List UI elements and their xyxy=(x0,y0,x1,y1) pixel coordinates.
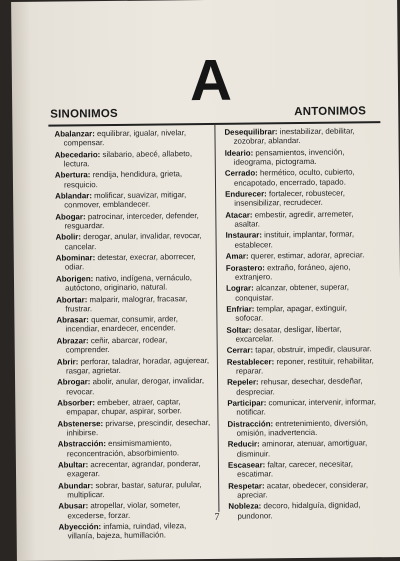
dictionary-entry xyxy=(228,459,378,479)
dictionary-entry xyxy=(58,459,212,479)
entry-definition: alcanzar, obtener, superar, conquistar. xyxy=(235,282,349,303)
entry-definition: pensamientos, invención, ideograma, pictograma. xyxy=(233,147,345,167)
entry-definition: perforar, taladrar, horadar, agujerear, rasgar, agrietar. xyxy=(65,355,210,376)
entry-term: Abundar: xyxy=(58,480,94,491)
dictionary-entry xyxy=(57,356,211,376)
dictionary-entry xyxy=(58,438,212,458)
entry-definition: decoro, hidalguía, dignidad, pundonor. xyxy=(237,500,361,521)
entry-definition: reponer, restituir, rehabilitar, reparar. xyxy=(235,355,374,376)
entry-term: Instaurar: xyxy=(225,230,262,241)
dictionary-entry xyxy=(226,303,376,323)
entry-definition: embeber, atraer, captar, empapar, chupar, aspirar, sorber. xyxy=(66,397,182,417)
entry-definition: rehusar, desechar, desdeñar, despreciar. xyxy=(236,376,363,397)
dictionary-entry xyxy=(56,231,210,251)
entry-definition: molificar, suavizar, mitigar, conmover, emblandecer. xyxy=(64,190,187,210)
entry-definition: equilibrar, igualar, nivelar, compensar. xyxy=(63,128,187,148)
entry-term: Abalanzar: xyxy=(54,129,95,139)
entry-definition: ceñir, abarcar, rodear, comprender. xyxy=(65,335,168,355)
entry-definition: fortalecer, robustecer, insensibilizar, recrudecer. xyxy=(234,188,345,209)
dictionary-entry xyxy=(228,480,378,500)
dictionary-entry xyxy=(226,250,376,261)
entry-definition: sobrar, bastar, saturar, pulular, multiplicar. xyxy=(67,479,202,500)
entry-definition: ensimismamiento, reconcentración, absorbimiento. xyxy=(66,438,180,459)
entry-definition: aminorar, atenuar, amortiguar, disminuir. xyxy=(236,438,368,459)
entry-term: Forastero: xyxy=(225,262,265,273)
entry-term: Nobleza: xyxy=(228,501,262,512)
entry-term: Atacar: xyxy=(225,210,253,220)
entry-term: Aborigen: xyxy=(55,274,94,284)
entry-definition: derogar, anular, invalidar, revocar, cancelar. xyxy=(64,231,202,252)
entry-term: Abstracción: xyxy=(57,439,106,449)
dictionary-entry xyxy=(55,149,209,169)
entry-definition: inestabilizar, debilitar, zozobrar, ablandar. xyxy=(233,126,355,147)
dictionary-entry xyxy=(227,344,377,355)
entry-definition: abolir, anular, derogar, invalidar, revocar. xyxy=(66,376,205,397)
entry-term: Abogar: xyxy=(55,212,86,222)
entry-term: Cerrado: xyxy=(224,168,258,179)
entry-term: Absorber: xyxy=(57,398,96,408)
dictionary-entry xyxy=(56,293,210,313)
entry-term: Abusar: xyxy=(58,501,89,511)
dictionary-entry xyxy=(56,273,210,293)
entry-term: Abrogar: xyxy=(57,377,91,387)
entry-definition: quemar, consumir, arder, incendiar, enardecer, encender. xyxy=(65,314,178,334)
entry-term: Abrir: xyxy=(56,356,79,367)
antonyms-header: ANTONIMOS xyxy=(294,105,367,119)
entry-term: Enfriar: xyxy=(226,304,255,314)
dictionary-entry xyxy=(54,128,208,148)
entry-definition: embestir, agredir, arremeter, asaltar. xyxy=(234,209,354,229)
entry-term: Abortar: xyxy=(56,294,88,305)
dictionary-entry xyxy=(226,282,376,302)
entry-term: Escasear: xyxy=(227,460,266,470)
entry-definition: infamia, ruindad, vileza, villanía, bajeza, humillación. xyxy=(67,521,187,541)
entry-term: Distracción: xyxy=(227,419,274,429)
entry-term: Abyección: xyxy=(58,522,102,532)
entry-definition: malparir, malograr, fracasar, frustrar. xyxy=(65,293,188,314)
entry-term: Abolir: xyxy=(55,232,82,243)
entry-term: Desequilibrar: xyxy=(224,127,278,137)
entry-definition: acatar, obedecer, considerar, apreciar. xyxy=(237,480,369,500)
entry-definition: nativo, indígena, vernáculo, autóctono, originario, natural. xyxy=(65,272,193,293)
entry-definition: faltar, carecer, necesitar, escatimar. xyxy=(236,459,354,480)
entry-definition: rendija, hendidura, grieta, resquicio. xyxy=(63,169,183,190)
dictionary-entry xyxy=(227,377,377,397)
dictionary-entry xyxy=(228,439,378,459)
dictionary-entry xyxy=(57,376,211,396)
dictionary-entry xyxy=(225,168,375,188)
entry-definition: extraño, foráneo, ajeno, extranjero. xyxy=(234,262,351,282)
dictionary-entry xyxy=(57,418,211,438)
entry-term: Repeler: xyxy=(227,377,259,388)
dictionary-entry xyxy=(225,230,375,250)
entry-term: Ideario: xyxy=(224,148,254,158)
entry-definition: comunicar, intervenir, informar, notificar. xyxy=(236,397,377,418)
dictionary-entry xyxy=(58,500,212,520)
entry-term: Abecedario: xyxy=(54,149,101,160)
entry-definition: privarse, prescindir, desechar, inhibirse. xyxy=(66,417,211,438)
dictionary-entry xyxy=(58,480,212,500)
synonyms-header: SINONIMOS xyxy=(50,107,118,121)
entry-term: Participar: xyxy=(227,398,267,408)
dictionary-entry xyxy=(55,169,209,189)
entry-term: Abominar: xyxy=(55,253,96,263)
entry-term: Ablandar: xyxy=(55,191,92,201)
entry-definition: acrecentar, agrandar, ponderar, exagerar. xyxy=(66,459,201,479)
entry-term: Abrazar: xyxy=(56,336,89,346)
entry-definition: atropellar, violar, someter, excederse, forzar. xyxy=(67,500,181,521)
entry-term: Respetar: xyxy=(228,481,265,491)
entry-definition: silabario, abecé, allabeto, lectura. xyxy=(63,148,193,169)
entry-term: Restablecer: xyxy=(226,356,275,367)
entry-term: Abertura: xyxy=(54,170,91,180)
entry-definition: entretenimiento, diversión, omisión, inadvertencia. xyxy=(236,418,368,438)
dictionary-entry xyxy=(226,324,376,344)
dictionary-entry xyxy=(59,521,213,541)
entry-term: Lograr: xyxy=(226,283,254,294)
entry-term: Soltar: xyxy=(226,325,252,335)
page-number: 7 xyxy=(214,511,220,523)
dictionary-entry xyxy=(226,262,376,282)
dictionary-entry xyxy=(55,211,209,231)
dictionary-entry xyxy=(227,356,377,376)
entry-term: Reducir: xyxy=(227,439,260,450)
dictionary-entry xyxy=(225,147,375,167)
entry-definition: templar, apagar, extinguir, sofocar. xyxy=(235,303,347,323)
entry-term: Endurecer: xyxy=(225,189,267,199)
entry-definition: hermético, oculto, cubierto, encapotado, encerrado, tapado. xyxy=(233,167,355,188)
dictionary-page xyxy=(11,0,400,561)
entry-definition: tapar, obstruir, impedir, clausurar. xyxy=(255,344,372,355)
entry-definition: patrocinar, interceder, defender, resguardar. xyxy=(64,210,199,231)
dictionary-entry xyxy=(57,335,211,355)
dictionary-entry xyxy=(56,314,210,334)
synonyms-column xyxy=(54,128,212,543)
column-divider xyxy=(214,124,219,512)
entry-definition: desatar, desligar, libertar, excarcelar. xyxy=(235,324,342,344)
entry-term: Abultar: xyxy=(57,460,89,470)
dictionary-entry xyxy=(225,209,375,229)
dictionary-entry xyxy=(228,501,378,521)
entry-definition: instituir, implantar, formar, establecer. xyxy=(234,229,355,250)
entry-term: Amar: xyxy=(225,251,249,261)
dictionary-entry xyxy=(227,397,377,417)
dictionary-entry xyxy=(224,126,374,146)
dictionary-entry xyxy=(55,190,209,210)
entry-term: Abrasar: xyxy=(56,315,89,325)
entry-definition: detestar, execrar, aborrecer, odiar. xyxy=(64,252,196,272)
dictionary-entry xyxy=(57,397,211,417)
entry-term: Abstenerse: xyxy=(57,418,104,429)
dictionary-entry xyxy=(227,418,377,438)
entry-term: Cerrar: xyxy=(226,345,254,356)
entry-definition: querer, estimar, adorar, apreciar. xyxy=(250,250,365,261)
dictionary-entry xyxy=(225,188,375,208)
dictionary-entry xyxy=(56,252,210,272)
antonyms-column xyxy=(224,126,378,523)
section-letter: A xyxy=(189,47,233,114)
